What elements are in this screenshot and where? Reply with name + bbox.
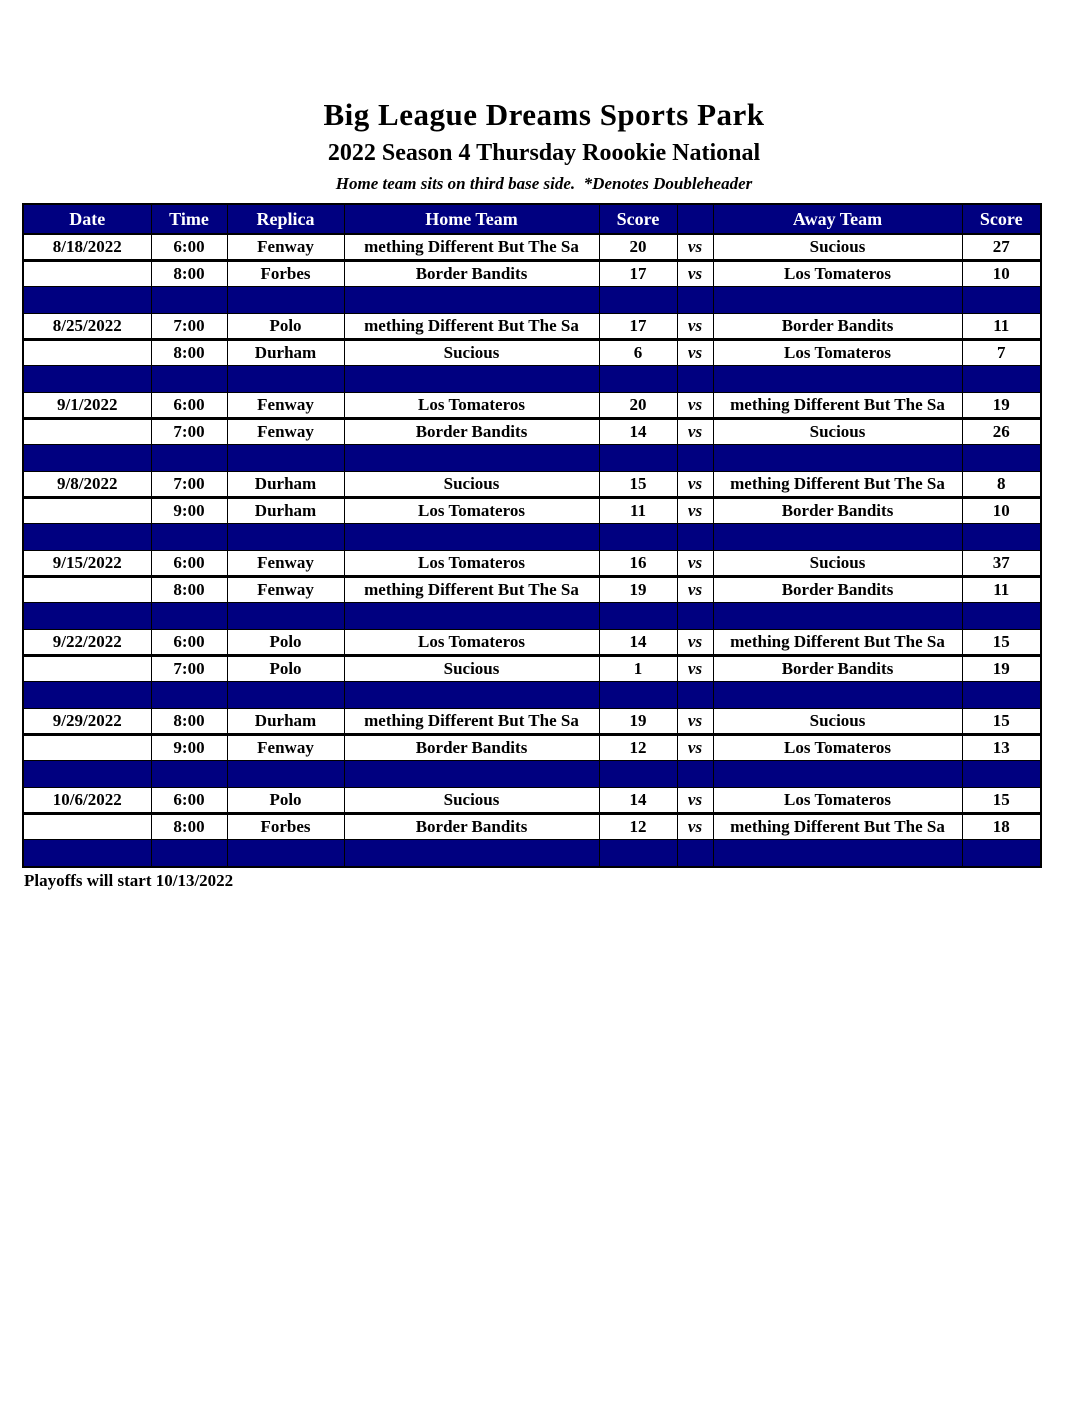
home-team-cell: mething Different But The Sa — [344, 709, 599, 735]
separator-cell — [677, 287, 713, 314]
away-team-cell: Border Bandits — [713, 577, 962, 603]
home-score-cell: 17 — [599, 261, 677, 287]
home-team-cell: Sucious — [344, 788, 599, 814]
away-score-cell: 26 — [962, 419, 1041, 445]
time-cell: 9:00 — [151, 498, 227, 524]
date-cell: 9/15/2022 — [23, 551, 151, 577]
separator-row — [23, 682, 1041, 709]
vs-cell: vs — [677, 472, 713, 498]
away-score-cell: 15 — [962, 630, 1041, 656]
separator-cell — [599, 287, 677, 314]
separator-cell — [23, 603, 151, 630]
time-cell: 8:00 — [151, 261, 227, 287]
page-title: Big League Dreams Sports Park — [323, 97, 765, 132]
separator-cell — [227, 287, 344, 314]
home-score-cell: 11 — [599, 498, 677, 524]
column-header-home-team: Home Team — [344, 204, 599, 234]
separator-cell — [227, 366, 344, 393]
separator-cell — [713, 603, 962, 630]
replica-cell: Durham — [227, 472, 344, 498]
date-cell — [23, 814, 151, 840]
vs-cell: vs — [677, 261, 713, 287]
date-cell — [23, 419, 151, 445]
home-team-cell: Sucious — [344, 340, 599, 366]
replica-cell: Durham — [227, 709, 344, 735]
game-row — [23, 314, 1041, 340]
separator-cell — [962, 840, 1041, 868]
separator-cell — [344, 761, 599, 788]
away-team-cell: Los Tomateros — [713, 340, 962, 366]
separator-cell — [227, 840, 344, 868]
home-team-cell: Border Bandits — [344, 261, 599, 287]
away-team-cell: Border Bandits — [713, 498, 962, 524]
separator-cell — [713, 840, 962, 868]
separator-cell — [23, 682, 151, 709]
separator-cell — [599, 761, 677, 788]
date-cell — [23, 498, 151, 524]
time-cell: 6:00 — [151, 551, 227, 577]
home-score-cell: 1 — [599, 656, 677, 682]
separator-cell — [962, 761, 1041, 788]
separator-row — [23, 287, 1041, 314]
separator-cell — [677, 840, 713, 868]
separator-cell — [344, 603, 599, 630]
separator-cell — [151, 682, 227, 709]
vs-cell: vs — [677, 551, 713, 577]
home-team-cell: Los Tomateros — [344, 630, 599, 656]
time-cell: 7:00 — [151, 314, 227, 340]
separator-cell — [962, 524, 1041, 551]
away-team-cell: mething Different But The Sa — [713, 814, 962, 840]
home-score-cell: 15 — [599, 472, 677, 498]
date-cell: 9/22/2022 — [23, 630, 151, 656]
game-row — [23, 551, 1041, 577]
vs-cell: vs — [677, 788, 713, 814]
separator-cell — [962, 603, 1041, 630]
home-team-cell: Border Bandits — [344, 735, 599, 761]
home-team-cell: mething Different But The Sa — [344, 314, 599, 340]
home-team-cell: Border Bandits — [344, 814, 599, 840]
home-score-cell: 12 — [599, 735, 677, 761]
time-cell: 7:00 — [151, 419, 227, 445]
separator-cell — [713, 761, 962, 788]
separator-row — [23, 603, 1041, 630]
separator-cell — [962, 287, 1041, 314]
game-row — [23, 419, 1041, 445]
home-score-cell: 17 — [599, 314, 677, 340]
away-score-cell: 19 — [962, 393, 1041, 419]
game-row — [23, 234, 1041, 261]
away-team-cell: mething Different But The Sa — [713, 472, 962, 498]
separator-cell — [677, 761, 713, 788]
separator-cell — [677, 682, 713, 709]
game-row — [23, 472, 1041, 498]
away-team-cell: Sucious — [713, 419, 962, 445]
separator-row — [23, 445, 1041, 472]
separator-cell — [227, 761, 344, 788]
home-score-cell: 12 — [599, 814, 677, 840]
vs-cell: vs — [677, 709, 713, 735]
separator-cell — [151, 840, 227, 868]
vs-cell: vs — [677, 393, 713, 419]
time-cell: 6:00 — [151, 393, 227, 419]
column-header-date: Date — [23, 204, 151, 234]
game-row — [23, 393, 1041, 419]
away-score-cell: 13 — [962, 735, 1041, 761]
separator-cell — [962, 682, 1041, 709]
separator-row — [23, 366, 1041, 393]
separator-cell — [344, 287, 599, 314]
time-cell: 6:00 — [151, 630, 227, 656]
separator-cell — [23, 524, 151, 551]
vs-cell: vs — [677, 498, 713, 524]
separator-cell — [677, 366, 713, 393]
away-team-cell: Los Tomateros — [713, 788, 962, 814]
separator-row — [23, 524, 1041, 551]
home-score-cell: 14 — [599, 788, 677, 814]
separator-cell — [599, 524, 677, 551]
replica-cell: Forbes — [227, 261, 344, 287]
away-team-cell: Sucious — [713, 709, 962, 735]
separator-row — [23, 840, 1041, 868]
replica-cell: Polo — [227, 788, 344, 814]
away-team-cell: Border Bandits — [713, 314, 962, 340]
away-score-cell: 15 — [962, 709, 1041, 735]
replica-cell: Fenway — [227, 551, 344, 577]
vs-cell: vs — [677, 234, 713, 261]
separator-cell — [23, 761, 151, 788]
replica-cell: Polo — [227, 656, 344, 682]
separator-cell — [677, 445, 713, 472]
separator-cell — [344, 840, 599, 868]
away-team-cell: Los Tomateros — [713, 261, 962, 287]
separator-cell — [599, 366, 677, 393]
date-cell: 9/8/2022 — [23, 472, 151, 498]
away-team-cell: Sucious — [713, 551, 962, 577]
separator-cell — [344, 445, 599, 472]
game-row — [23, 630, 1041, 656]
vs-cell: vs — [677, 419, 713, 445]
game-row — [23, 814, 1041, 840]
separator-cell — [599, 840, 677, 868]
separator-cell — [713, 287, 962, 314]
away-team-cell: mething Different But The Sa — [713, 393, 962, 419]
time-cell: 8:00 — [151, 577, 227, 603]
home-team-cell: Los Tomateros — [344, 393, 599, 419]
separator-cell — [713, 366, 962, 393]
away-team-cell: Sucious — [713, 234, 962, 261]
replica-cell: Forbes — [227, 814, 344, 840]
column-header-home-score: Score — [599, 204, 677, 234]
date-cell — [23, 656, 151, 682]
time-cell: 9:00 — [151, 735, 227, 761]
time-cell: 6:00 — [151, 234, 227, 261]
separator-cell — [599, 445, 677, 472]
separator-cell — [599, 603, 677, 630]
separator-cell — [23, 366, 151, 393]
date-cell — [23, 735, 151, 761]
home-score-cell: 14 — [599, 419, 677, 445]
replica-cell: Fenway — [227, 735, 344, 761]
separator-cell — [151, 445, 227, 472]
away-score-cell: 27 — [962, 234, 1041, 261]
separator-cell — [151, 366, 227, 393]
game-row — [23, 340, 1041, 366]
home-score-cell: 20 — [599, 234, 677, 261]
separator-cell — [151, 524, 227, 551]
separator-cell — [227, 524, 344, 551]
vs-cell: vs — [677, 814, 713, 840]
date-cell: 9/1/2022 — [23, 393, 151, 419]
vs-cell: vs — [677, 630, 713, 656]
date-cell — [23, 340, 151, 366]
separator-cell — [151, 761, 227, 788]
separator-cell — [344, 682, 599, 709]
time-cell: 7:00 — [151, 472, 227, 498]
home-team-cell: Sucious — [344, 472, 599, 498]
separator-cell — [713, 445, 962, 472]
replica-cell: Fenway — [227, 393, 344, 419]
time-cell: 6:00 — [151, 788, 227, 814]
home-team-cell: Sucious — [344, 656, 599, 682]
replica-cell: Polo — [227, 630, 344, 656]
schedule-table — [22, 203, 1042, 868]
separator-row — [23, 761, 1041, 788]
vs-cell: vs — [677, 340, 713, 366]
title-block — [0, 0, 1088, 194]
game-row — [23, 261, 1041, 287]
game-row — [23, 577, 1041, 603]
home-score-cell: 19 — [599, 709, 677, 735]
vs-cell: vs — [677, 577, 713, 603]
replica-cell: Durham — [227, 340, 344, 366]
home-score-cell: 20 — [599, 393, 677, 419]
date-cell — [23, 577, 151, 603]
date-cell — [23, 261, 151, 287]
separator-cell — [344, 366, 599, 393]
away-score-cell: 7 — [962, 340, 1041, 366]
column-header-replica: Replica — [227, 204, 344, 234]
game-row — [23, 788, 1041, 814]
time-cell: 8:00 — [151, 814, 227, 840]
table-header-row — [23, 204, 1041, 234]
column-header-vs — [677, 204, 713, 234]
separator-cell — [23, 445, 151, 472]
separator-cell — [344, 524, 599, 551]
away-score-cell: 15 — [962, 788, 1041, 814]
time-cell: 8:00 — [151, 340, 227, 366]
replica-cell: Fenway — [227, 234, 344, 261]
game-row — [23, 498, 1041, 524]
game-row — [23, 709, 1041, 735]
separator-cell — [151, 603, 227, 630]
replica-cell: Durham — [227, 498, 344, 524]
away-score-cell: 10 — [962, 261, 1041, 287]
separator-cell — [713, 682, 962, 709]
time-cell: 8:00 — [151, 709, 227, 735]
away-team-cell: Los Tomateros — [713, 735, 962, 761]
date-cell: 8/25/2022 — [23, 314, 151, 340]
replica-cell: Fenway — [227, 419, 344, 445]
home-team-cell: mething Different But The Sa — [344, 234, 599, 261]
home-team-cell: mething Different But The Sa — [344, 577, 599, 603]
date-cell: 9/29/2022 — [23, 709, 151, 735]
date-cell: 10/6/2022 — [23, 788, 151, 814]
time-cell: 7:00 — [151, 656, 227, 682]
separator-cell — [677, 603, 713, 630]
separator-cell — [227, 603, 344, 630]
column-header-time: Time — [151, 204, 227, 234]
home-team-cell: Los Tomateros — [344, 498, 599, 524]
separator-cell — [227, 682, 344, 709]
vs-cell: vs — [677, 656, 713, 682]
separator-cell — [962, 445, 1041, 472]
away-team-cell: mething Different But The Sa — [713, 630, 962, 656]
away-score-cell: 11 — [962, 577, 1041, 603]
separator-cell — [599, 682, 677, 709]
home-team-cell: Border Bandits — [344, 419, 599, 445]
schedule-body — [23, 234, 1041, 867]
away-score-cell: 19 — [962, 656, 1041, 682]
away-score-cell: 11 — [962, 314, 1041, 340]
separator-cell — [227, 445, 344, 472]
away-team-cell: Border Bandits — [713, 656, 962, 682]
page-subtitle: 2022 Season 4 Thursday Roookie National — [327, 140, 761, 167]
game-row — [23, 656, 1041, 682]
separator-cell — [151, 287, 227, 314]
vs-cell: vs — [677, 735, 713, 761]
away-score-cell: 10 — [962, 498, 1041, 524]
column-header-away-team: Away Team — [713, 204, 962, 234]
replica-cell: Polo — [227, 314, 344, 340]
away-score-cell: 37 — [962, 551, 1041, 577]
game-row — [23, 735, 1041, 761]
home-score-cell: 16 — [599, 551, 677, 577]
home-score-cell: 6 — [599, 340, 677, 366]
home-score-cell: 14 — [599, 630, 677, 656]
away-score-cell: 8 — [962, 472, 1041, 498]
column-header-away-score: Score — [962, 204, 1041, 234]
home-team-cell: Los Tomateros — [344, 551, 599, 577]
separator-cell — [677, 524, 713, 551]
separator-cell — [713, 524, 962, 551]
separator-cell — [23, 840, 151, 868]
home-team-note: Home team sits on third base side. *Denotes Doubleheader — [335, 174, 753, 194]
separator-cell — [23, 287, 151, 314]
replica-cell: Fenway — [227, 577, 344, 603]
away-score-cell: 18 — [962, 814, 1041, 840]
playoffs-note: Playoffs will start 10/13/2022 — [24, 871, 234, 891]
home-score-cell: 19 — [599, 577, 677, 603]
separator-cell — [962, 366, 1041, 393]
vs-cell: vs — [677, 314, 713, 340]
date-cell: 8/18/2022 — [23, 234, 151, 261]
